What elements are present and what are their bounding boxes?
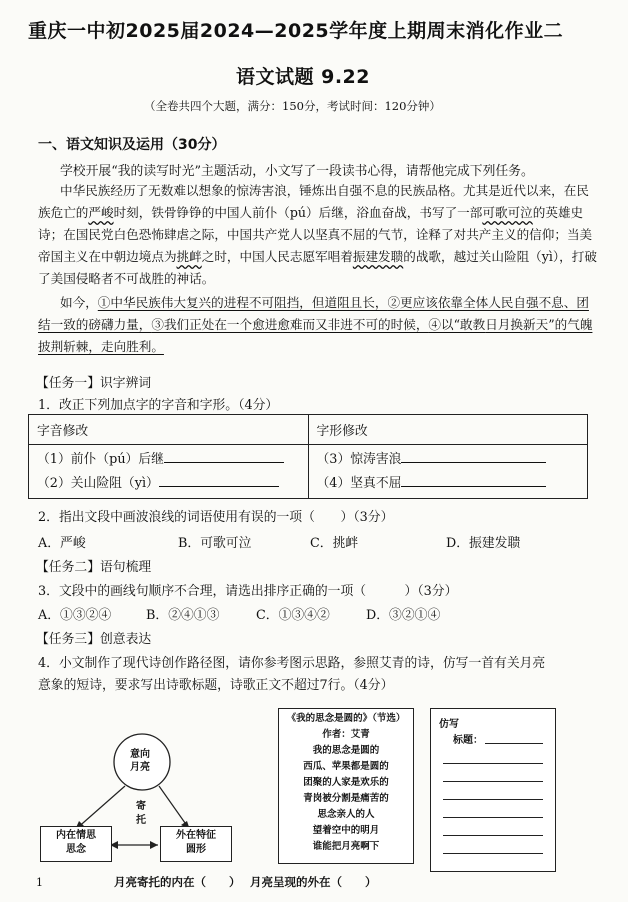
- task2-label: 【任务二】语句梳理: [36, 560, 152, 575]
- imitation-head: 仿写: [439, 719, 459, 730]
- title-line[interactable]: [485, 743, 543, 744]
- reading-passage: 中华民族经历了无数难以想象的惊涛害浪，锤炼出自强不息的民族品格。尤其是近代以来，在民族危亡的严峻时刻，铁骨铮铮的中国人前仆（pú）后继，浴血奋战，书写了一部可歌可泣的英雄史诗；在国民党白色恐怖肆虐之际，中国共产党人以坚真不屈的气节，诠释了对共产主义的信仰；当美帝国主义在中朝边境点为挑衅之时，中国人民志愿军唱着振建发聩的战歌，越过关山险阻（yì），打破了美国侵略者不可战胜的神话。 如今，①中华民族伟大复兴的进程不可阻挡，但道阻且长，②更应该依靠全体人民自强不息、团结一致的磅礴力量，③我们正处在一个愈进愈难而又非进不可的时候，④以“敢教日月换新天”的气魄披荆斩棘，走向胜利。: [38, 183, 597, 354]
- task-intro: 学校开展“我的读写时光”主题活动，小文写了一段读书心得，请帮他完成下列任务。: [60, 164, 534, 179]
- exam-info: （全卷共四个大题，满分：150分，考试时间：120分钟）: [144, 99, 441, 113]
- answer-blank-2[interactable]: [159, 474, 279, 487]
- reference-poem: 《我的思念是圆的》（节选） 作者：艾青 我的思念是圆的 西瓜、苹果都是圆的 团聚的人家是欢乐的 青岗被分割是痛苦的 思念亲人的人 望着空中的明月 谁能把月亮啊下: [278, 708, 414, 864]
- exam-subtitle-title: 语文试题 9.22: [236, 66, 370, 88]
- writing-line[interactable]: [443, 835, 543, 836]
- item-1: （1）前仆（pú）后继: [37, 451, 164, 467]
- diagram-center-label: 意向 月亮: [130, 749, 150, 773]
- answer-blank-3[interactable]: [401, 450, 546, 463]
- exam-title: 重庆一中初2025届2024—2025学年度上期周末消化作业二: [28, 20, 564, 42]
- diagram-connector-label: 寄 托: [136, 801, 146, 826]
- fill-blank-outer[interactable]: 月亮呈现的外在（ ）: [250, 875, 377, 889]
- poem-author: 作者：艾青: [322, 729, 370, 740]
- question-4-line2: 意象的短诗，要求写出诗歌标题，诗歌正文不超过7行。（4分）: [38, 678, 394, 693]
- writing-line[interactable]: [443, 781, 543, 782]
- page-number: 1: [36, 876, 43, 889]
- writing-line[interactable]: [443, 799, 543, 800]
- q2-option-c[interactable]: C．挑衅: [310, 536, 359, 551]
- imitation-writing-box[interactable]: [430, 708, 556, 872]
- answer-blank-1[interactable]: [164, 450, 284, 463]
- item-2: （2）关山险阻（yì）: [37, 475, 159, 491]
- diagram-inner-box: 内在情思 思念: [40, 826, 112, 862]
- q3-option-a[interactable]: A．①③②④: [38, 608, 112, 623]
- wavy-word-tiaoxin: 挑衅: [176, 249, 202, 264]
- question-3: 3．文段中的画线句顺序不合理，请选出排序正确的一项（ ）（3分）: [38, 584, 458, 599]
- q3-option-b[interactable]: B．②④①③: [146, 608, 220, 623]
- question-4-line1: 4．小文制作了现代诗创作路径图，请你参考图示思路，参照艾青的诗，仿写一首有关月亮: [38, 656, 546, 671]
- item-4: （4）坚真不屈: [316, 475, 402, 491]
- task1-label: 【任务一】识字辨词: [36, 376, 152, 391]
- question-2: 2．指出文段中画波浪线的词语使用有误的一项（ ）（3分）: [38, 510, 394, 525]
- fill-blank-inner[interactable]: 月亮寄托的内在（ ）: [114, 875, 241, 889]
- q3-option-d[interactable]: D．③②①④: [366, 608, 441, 623]
- wavy-word-yanjun: 严峻: [88, 205, 114, 220]
- writing-line[interactable]: [443, 763, 543, 764]
- wavy-word-zhenlongfakui: 振建发聩: [352, 249, 404, 264]
- table-header-glyph: 字形修改: [308, 415, 588, 445]
- wavy-word-kegekeqi: 可歌可泣: [482, 205, 533, 220]
- poem-title: 《我的思念是圆的》（节选）: [286, 713, 406, 724]
- q2-option-a[interactable]: A．严峻: [38, 536, 86, 551]
- section-heading: 一、语文知识及运用（30分）: [38, 137, 226, 153]
- q2-option-b[interactable]: B．可歌可泣: [178, 536, 252, 551]
- imitation-title-label: 标题：: [453, 735, 483, 746]
- task3-label: 【任务三】创意表达: [36, 632, 152, 647]
- writing-line[interactable]: [443, 817, 543, 818]
- q3-option-c[interactable]: C．①③④②: [256, 608, 330, 623]
- answer-blank-4[interactable]: [401, 474, 546, 487]
- writing-line[interactable]: [443, 853, 543, 854]
- question-1: 1．改正下列加点字的字音和字形。（4分）: [38, 398, 279, 413]
- item-3: （3）惊涛害浪: [316, 451, 402, 467]
- q2-option-d[interactable]: D．振建发聩: [446, 536, 521, 551]
- diagram-outer-box: 外在特征 圆形: [160, 826, 232, 862]
- correction-table: [28, 414, 588, 499]
- table-header-pronunciation: 字音修改: [29, 415, 309, 445]
